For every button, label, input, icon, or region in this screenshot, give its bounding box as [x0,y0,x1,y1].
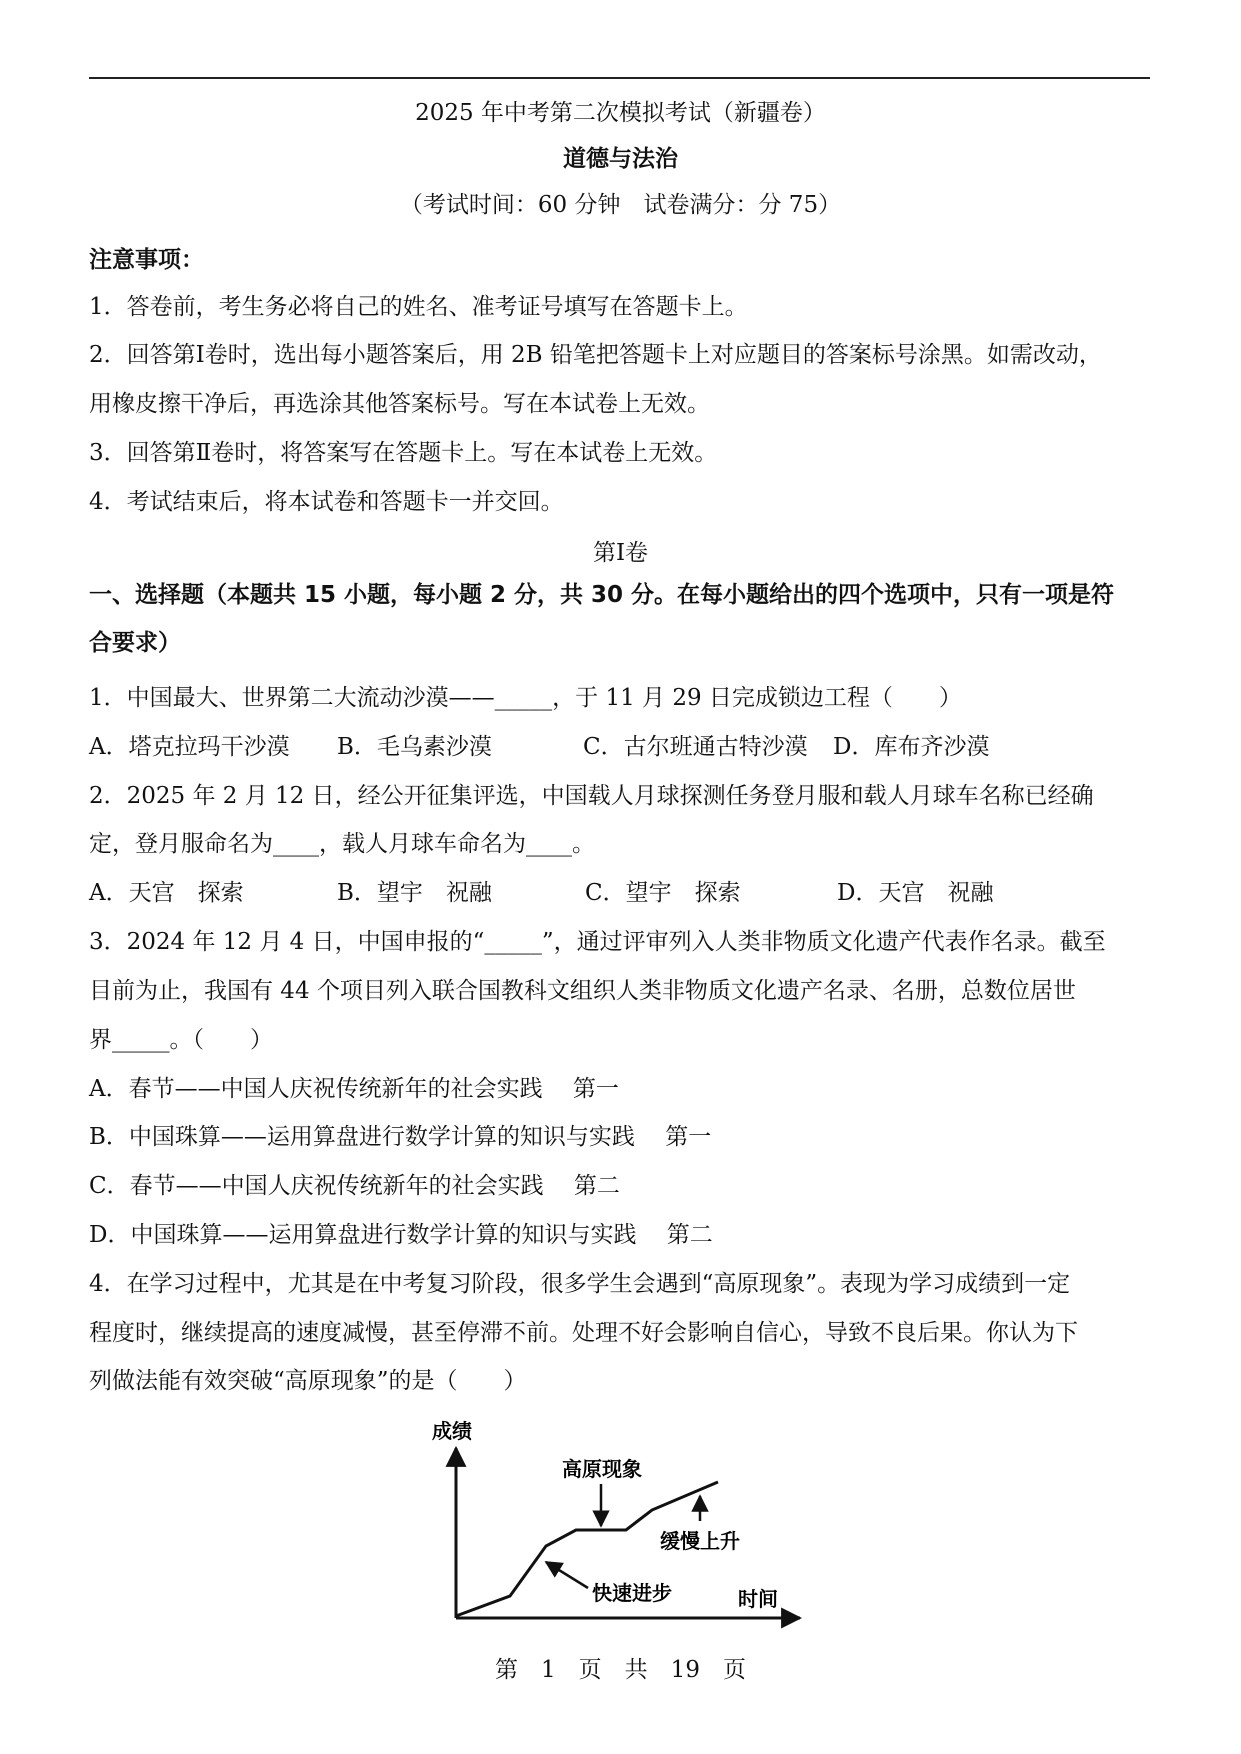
slow-rise-label: 缓慢上升 [660,1529,740,1553]
q3-option-a: A．春节——中国人庆祝传统新年的社会实践 第一 [89,1076,619,1102]
learning-curve-diagram [420,1418,820,1633]
q2-option-c: C．望宇 探索 [585,880,741,906]
y-axis-label: 成绩 [432,1419,472,1443]
subject-title: 道德与法治 [563,146,678,172]
section-heading: 一、选择题（本题共 15 小题，每小题 2 分，共 30 分。在每小题给出的四个选项中，只有一项是符 [89,582,1115,608]
exam-title: 2025 年中考第二次模拟考试（新疆卷） [415,100,826,126]
q4-stem-cont: 程度时，继续提高的速度减慢，甚至停滞不前。处理不好会影响自信心，导致不良后果。你认为下 [89,1320,1078,1346]
q3-stem-cont: 目前为止，我国有 44 个项目列入联合国教科文组织人类非物质文化遗产名录、名册，总数位居世 [89,978,1076,1004]
notice-item: 2．回答第Ⅰ卷时，选出每小题答案后，用 2B 铅笔把答题卡上对应题目的答案标号涂黑。如需改动， [89,342,1102,368]
q1-option-c: C．古尔班通古特沙漠 [583,734,808,760]
q1-option-b: B．毛乌素沙漠 [337,734,492,760]
q3-option-d: D．中国珠算——运用算盘进行数学计算的知识与实践 第二 [89,1222,713,1248]
fast-progress-arrow [546,1562,588,1588]
q2-options [89,878,993,908]
q4-stem: 4．在学习过程中，尤其是在中考复习阶段，很多学生会遇到“高原现象”。表现为学习成绩到一定 [89,1271,1071,1297]
section-heading-cont: 合要求） [89,630,181,656]
q2-option-b: B．望宇 祝融 [337,880,492,906]
q1-options [89,732,989,762]
q2-stem: 2．2025 年 2 月 12 日，经公开征集评选，中国载人月球探测任务登月服和载人月球车名称已经确 [89,783,1094,809]
notice-item: 1．答卷前，考生务必将自己的姓名、准考证号填写在答题卡上。 [89,294,748,320]
q1-option-a: A．塔克拉玛干沙漠 [89,734,290,760]
q3-option-b: B．中国珠算——运用算盘进行数学计算的知识与实践 第一 [89,1124,712,1150]
q2-option-d: D．天宫 祝融 [837,880,994,906]
exam-info: （考试时间：60 分钟 试卷满分：分 75） [399,192,842,218]
fast-progress-label: 快速进步 [592,1581,672,1605]
notice-item: 3．回答第Ⅱ卷时，将答案写在答题卡上。写在本试卷上无效。 [89,440,718,466]
q3-stem-cont: 界_____。（ ） [89,1027,273,1053]
q2-option-a: A．天宫 探索 [89,880,244,906]
page-number: 第 1 页 共 19 页 [495,1657,746,1683]
q2-stem-cont: 定，登月服命名为____，载人月球车命名为____。 [89,831,595,857]
q1-stem: 1．中国最大、世界第二大流动沙漠——_____，于 11 月 29 日完成锁边工程（ ） [89,685,962,711]
top-rule [89,77,1150,79]
q3-stem: 3．2024 年 12 月 4 日，中国申报的“_____”，通过评审列入人类非物质文化遗产代表作名录。截至 [89,929,1106,955]
q3-option-c: C．春节——中国人庆祝传统新年的社会实践 第二 [89,1173,620,1199]
x-axis-label: 时间 [738,1587,778,1611]
notice-heading: 注意事项： [89,247,204,273]
plateau-label: 高原现象 [562,1457,642,1481]
volume-title: 第Ⅰ卷 [592,540,649,566]
q1-option-d: D．库布齐沙漠 [833,734,990,760]
q4-stem-cont: 列做法能有效突破“高原现象”的是（ ） [89,1368,527,1394]
notice-item: 4．考试结束后，将本试卷和答题卡一并交回。 [89,489,564,515]
notice-item: 用橡皮擦干净后，再选涂其他答案标号。写在本试卷上无效。 [89,391,710,417]
